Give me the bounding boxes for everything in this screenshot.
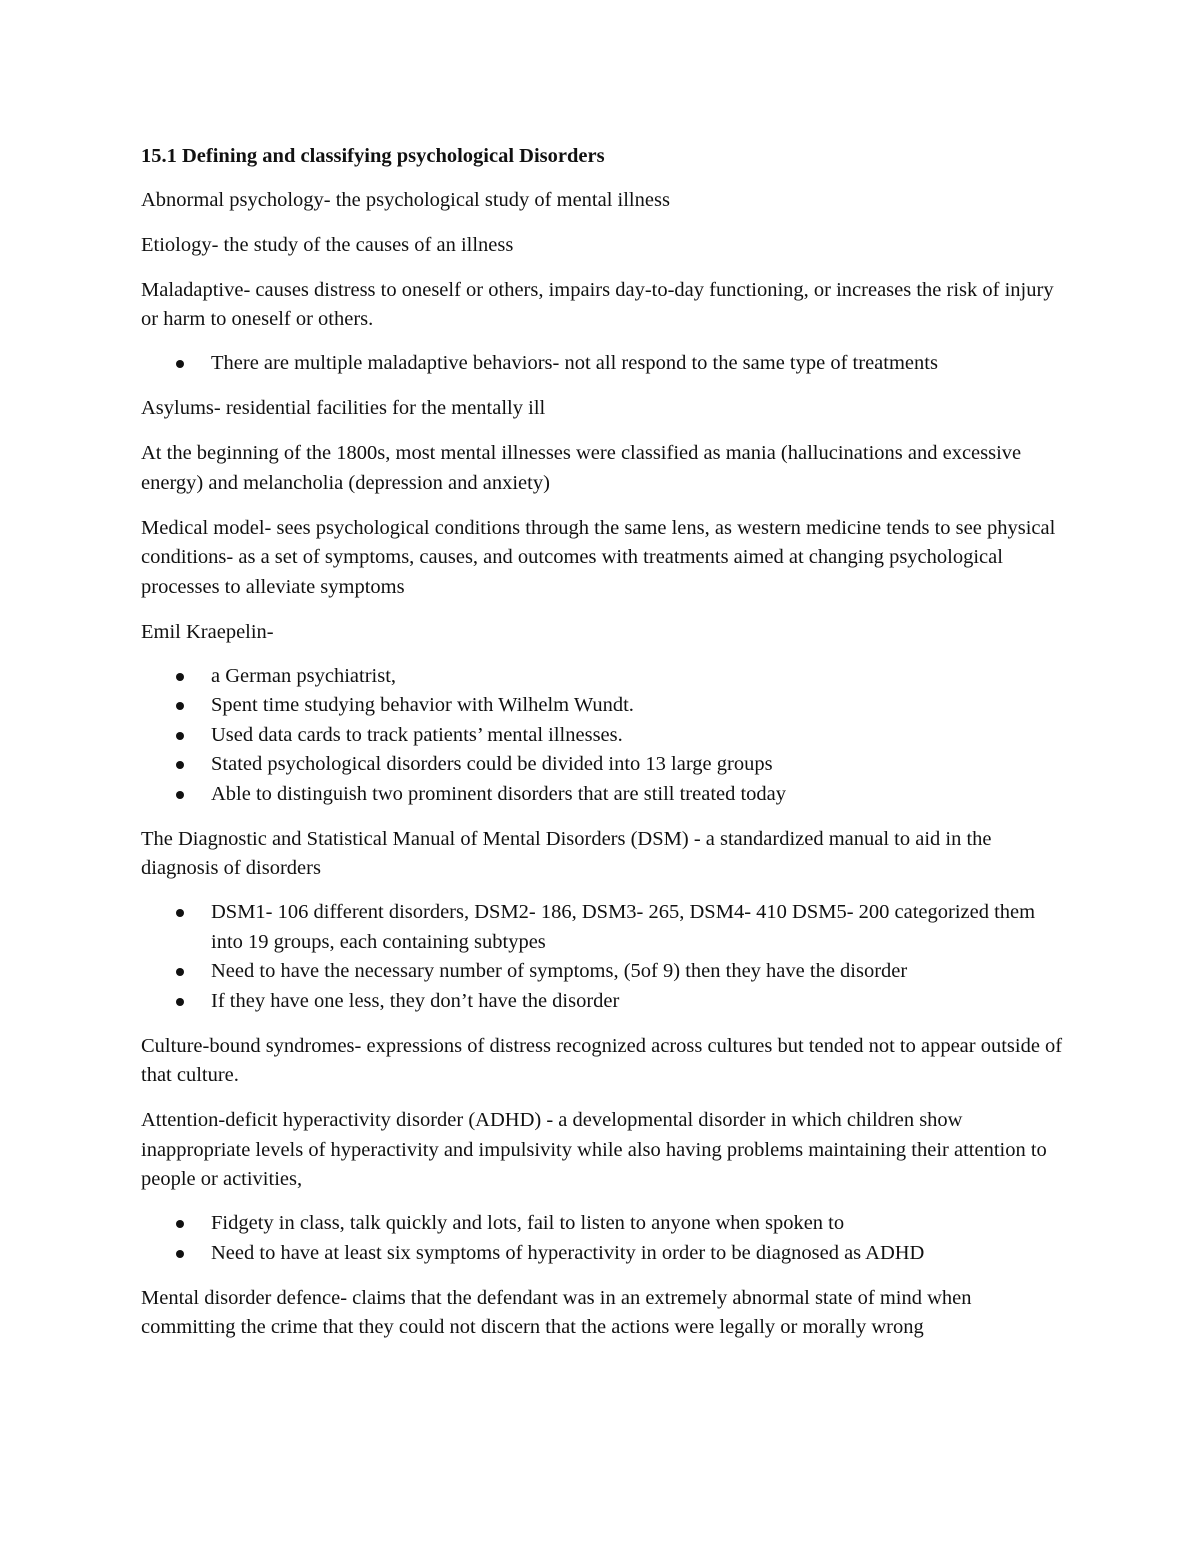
bullet-list — [141, 662, 1066, 810]
paragraph: Abnormal psychology- the psychological study of mental illness — [141, 188, 670, 211]
bullet-list-item — [141, 780, 1066, 810]
bullet-text: Fidgety in class, talk quickly and lots, fail to listen to anyone when spoken to — [211, 1212, 845, 1234]
bullet-text: Able to distinguish two prominent disorders that are still treated today — [211, 782, 787, 805]
bullet-text: There are multiple maladaptive behaviors- not all respond to the same type of treatments — [211, 352, 938, 374]
paragraph: Culture-bound syndromes- expressions of distress recognized across cultures but tended not to appear outside of that culture. — [141, 1034, 1063, 1086]
paragraph: At the beginning of the 1800s, most mental illnesses were classified as mania (hallucinations and excessive energy) and melancholia (depression and anxiety) — [141, 442, 1022, 494]
bullet-list-item — [141, 349, 1066, 379]
bullet-list-item — [141, 1239, 1066, 1269]
bullet-list-item — [141, 957, 1066, 987]
bullet-dot-icon — [176, 791, 184, 799]
bullet-list — [141, 1209, 1066, 1268]
paragraph: Maladaptive- causes distress to oneself or others, impairs day-to-day functioning, or increases the risk of injury or harm to oneself or others. — [141, 278, 1054, 330]
paragraph: The Diagnostic and Statistical Manual of Mental Disorders (DSM) - a standardized manual to aid in the diagnosis of disorders — [141, 827, 992, 879]
bullet-dot-icon — [176, 732, 184, 740]
bullet-text: DSM1- 106 different disorders, DSM2- 186, DSM3- 265, DSM4- 410 DSM5- 200 categorized them into 19 groups, each containing subtypes — [211, 901, 1036, 953]
bullet-dot-icon — [176, 909, 184, 917]
document-blocks — [141, 186, 1066, 1343]
paragraph: Mental disorder defence- claims that the defendant was in an extremely abnormal state of mind when committing the crime that they could not discern that the actions were legally or morally wrong — [141, 1286, 972, 1338]
bullet-list-item — [141, 898, 1066, 957]
bullet-dot-icon — [176, 998, 184, 1006]
bullet-list-item — [141, 750, 1066, 780]
bullet-list-item — [141, 721, 1066, 751]
bullet-text: Stated psychological disorders could be divided into 13 large groups — [211, 753, 773, 775]
bullet-list — [141, 349, 1066, 379]
bullet-dot-icon — [176, 360, 184, 368]
section-heading: 15.1 Defining and classifying psychological Disorders — [141, 145, 605, 167]
bullet-dot-icon — [176, 968, 184, 976]
paragraph: Emil Kraepelin- — [141, 620, 274, 643]
bullet-dot-icon — [176, 1250, 184, 1258]
bullet-list-item — [141, 662, 1066, 692]
bullet-list — [141, 898, 1066, 1016]
bullet-dot-icon — [176, 673, 184, 681]
bullet-dot-icon — [176, 761, 184, 769]
paragraph: Attention-deficit hyperactivity disorder (ADHD) - a developmental disorder in which children show inappropriate levels of hyperactivity and impulsivity while also having problems maintaining their attention to people or activities, — [141, 1109, 1047, 1190]
document-body — [141, 142, 1066, 1358]
bullet-dot-icon — [176, 1220, 184, 1228]
bullet-list-item — [141, 987, 1066, 1017]
bullet-text: Spent time studying behavior with Wilhelm Wundt. — [211, 694, 634, 716]
bullet-text: a German psychiatrist, — [211, 664, 397, 687]
bullet-text: Need to have the necessary number of symptoms, (5of 9) then they have the disorder — [211, 960, 908, 982]
bullet-list-item — [141, 1209, 1066, 1239]
paragraph: Etiology- the study of the causes of an illness — [141, 233, 514, 256]
bullet-list-item — [141, 691, 1066, 721]
bullet-text: Need to have at least six symptoms of hyperactivity in order to be diagnosed as ADHD — [211, 1241, 925, 1264]
bullet-text: Used data cards to track patients’ mental illnesses. — [211, 723, 623, 746]
paragraph: Medical model- sees psychological conditions through the same lens, as western medicine tends to see physical conditions- as a set of symptoms, causes, and outcomes with treatments aimed at changing psychological processes to alleviate symptoms — [141, 516, 1056, 598]
paragraph: Asylums- residential facilities for the mentally ill — [141, 397, 546, 419]
bullet-text: If they have one less, they don’t have the disorder — [211, 989, 620, 1012]
bullet-dot-icon — [176, 702, 184, 710]
